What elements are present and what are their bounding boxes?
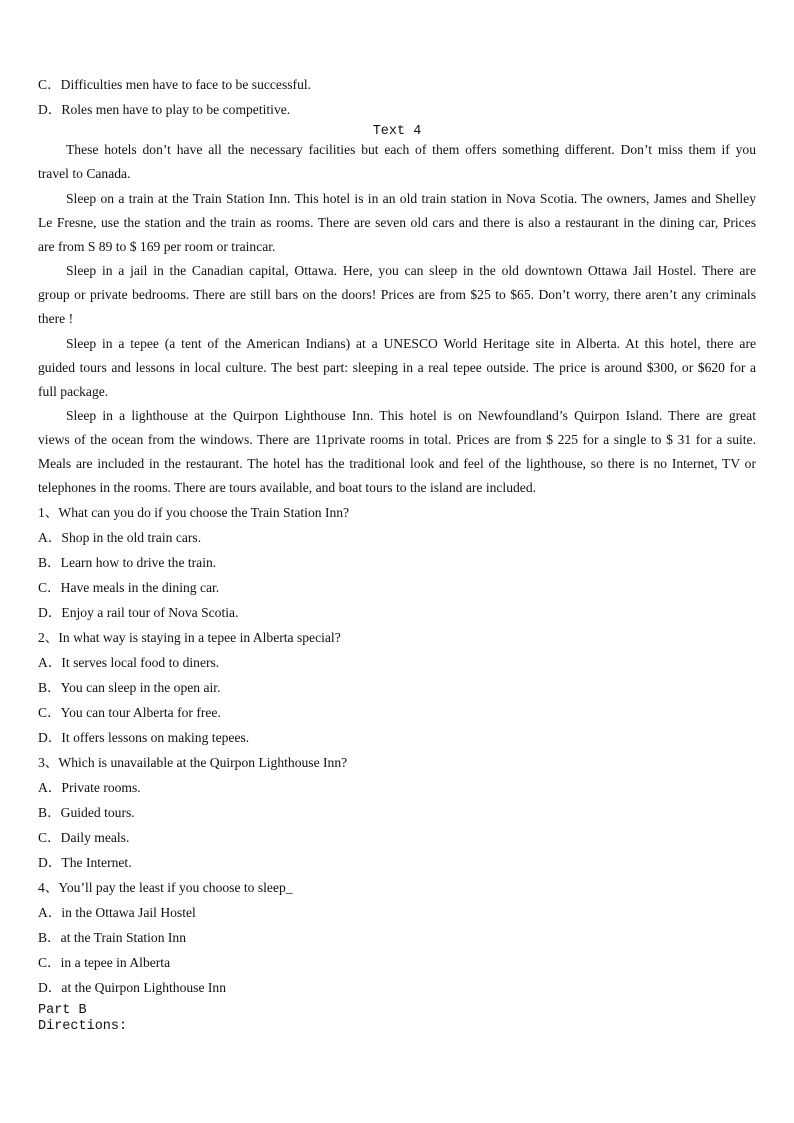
passage-line: Sleep on a train at the Train Station Inn. This hotel is in an old train station in Nova Scotia. The owners, James and Shelley xyxy=(66,190,756,206)
answer-option: D．Enjoy a rail tour of Nova Scotia. xyxy=(38,604,239,620)
answer-option: B．at the Train Station Inn xyxy=(38,929,187,945)
question-stem: 3、Which is unavailable at the Quirpon Lighthouse Inn? xyxy=(38,754,348,770)
passage-line: Le Fresne, use the station and the train as rooms. There are seven old cars and there is also a restaurant in the dining car, Prices xyxy=(38,214,756,230)
passage-line: group or private bedrooms. There are still bars on the doors! Prices are from $25 to $65. Don’t worry, there aren’t any criminals xyxy=(38,287,756,302)
passage-line: views of the ocean from the windows. There are 11private rooms in total. Prices are from $ 225 for a single to $ 31 for a suite. xyxy=(38,432,756,447)
section-title: Text 4 xyxy=(372,124,422,139)
question-stem: 1、What can you do if you choose the Train Station Inn? xyxy=(38,504,350,520)
answer-option: B．Learn how to drive the train. xyxy=(38,554,217,570)
passage-line: there ! xyxy=(38,311,74,326)
passage-line: Meals are included in the restaurant. The hotel has the traditional look and feel of the lighthouse, so there is no Internet, TV or xyxy=(38,456,756,471)
document-page xyxy=(38,75,756,1035)
answer-option: A．in the Ottawa Jail Hostel xyxy=(38,904,196,920)
answer-option: A．Private rooms. xyxy=(38,779,141,795)
passage-line: telephones in the rooms. There are tours available, and boat tours to the island are included. xyxy=(38,480,537,495)
directions-label: Directions: xyxy=(38,1018,128,1034)
question-stem: 4、You’ll pay the least if you choose to sleep_ xyxy=(38,879,293,895)
passage-line: Sleep in a tepee (a tent of the American Indians) at a UNESCO World Heritage site in Alberta. At this hotel, there are xyxy=(66,335,756,351)
answer-option: B．You can sleep in the open air. xyxy=(38,679,221,695)
passage-line: guided tours and lessons in local culture. The best part: sleeping in a real tepee outside. The price is around $300, or $620 for a xyxy=(38,359,756,375)
answer-option: B．Guided tours. xyxy=(38,804,135,820)
passage-line: These hotels don’t have all the necessary facilities but each of them offers something different. Don’t miss them if you xyxy=(66,142,756,157)
answer-option: A．It serves local food to diners. xyxy=(38,654,220,670)
answer-option: C．Have meals in the dining car. xyxy=(38,579,220,595)
passage-line: are from S 89 to $ 169 per room or traincar. xyxy=(38,238,276,254)
answer-option: D．Roles men have to play to be competitive. xyxy=(38,101,291,117)
answer-option: D．The Internet. xyxy=(38,854,132,870)
answer-option: A．Shop in the old train cars. xyxy=(38,529,202,545)
passage-line: travel to Canada. xyxy=(38,166,131,181)
passage-line: full package. xyxy=(38,383,109,399)
part-title: Part B xyxy=(38,1002,87,1018)
answer-option: C．You can tour Alberta for free. xyxy=(38,704,221,720)
question-stem: 2、In what way is staying in a tepee in Alberta special? xyxy=(38,629,341,645)
passage-line: Sleep in a jail in the Canadian capital, Ottawa. Here, you can sleep in the old downtown Ottawa Jail Hostel. There are xyxy=(66,263,756,278)
answer-option: C．Difficulties men have to face to be successful. xyxy=(38,77,312,92)
answer-option: C．in a tepee in Alberta xyxy=(38,954,171,970)
passage-line: Sleep in a lighthouse at the Quirpon Lighthouse Inn. This hotel is on Newfoundland’s Quirpon Island. There are great xyxy=(66,408,756,423)
answer-option: D．at the Quirpon Lighthouse Inn xyxy=(38,979,227,995)
answer-option: C．Daily meals. xyxy=(38,829,130,845)
answer-option: D．It offers lessons on making tepees. xyxy=(38,729,250,745)
